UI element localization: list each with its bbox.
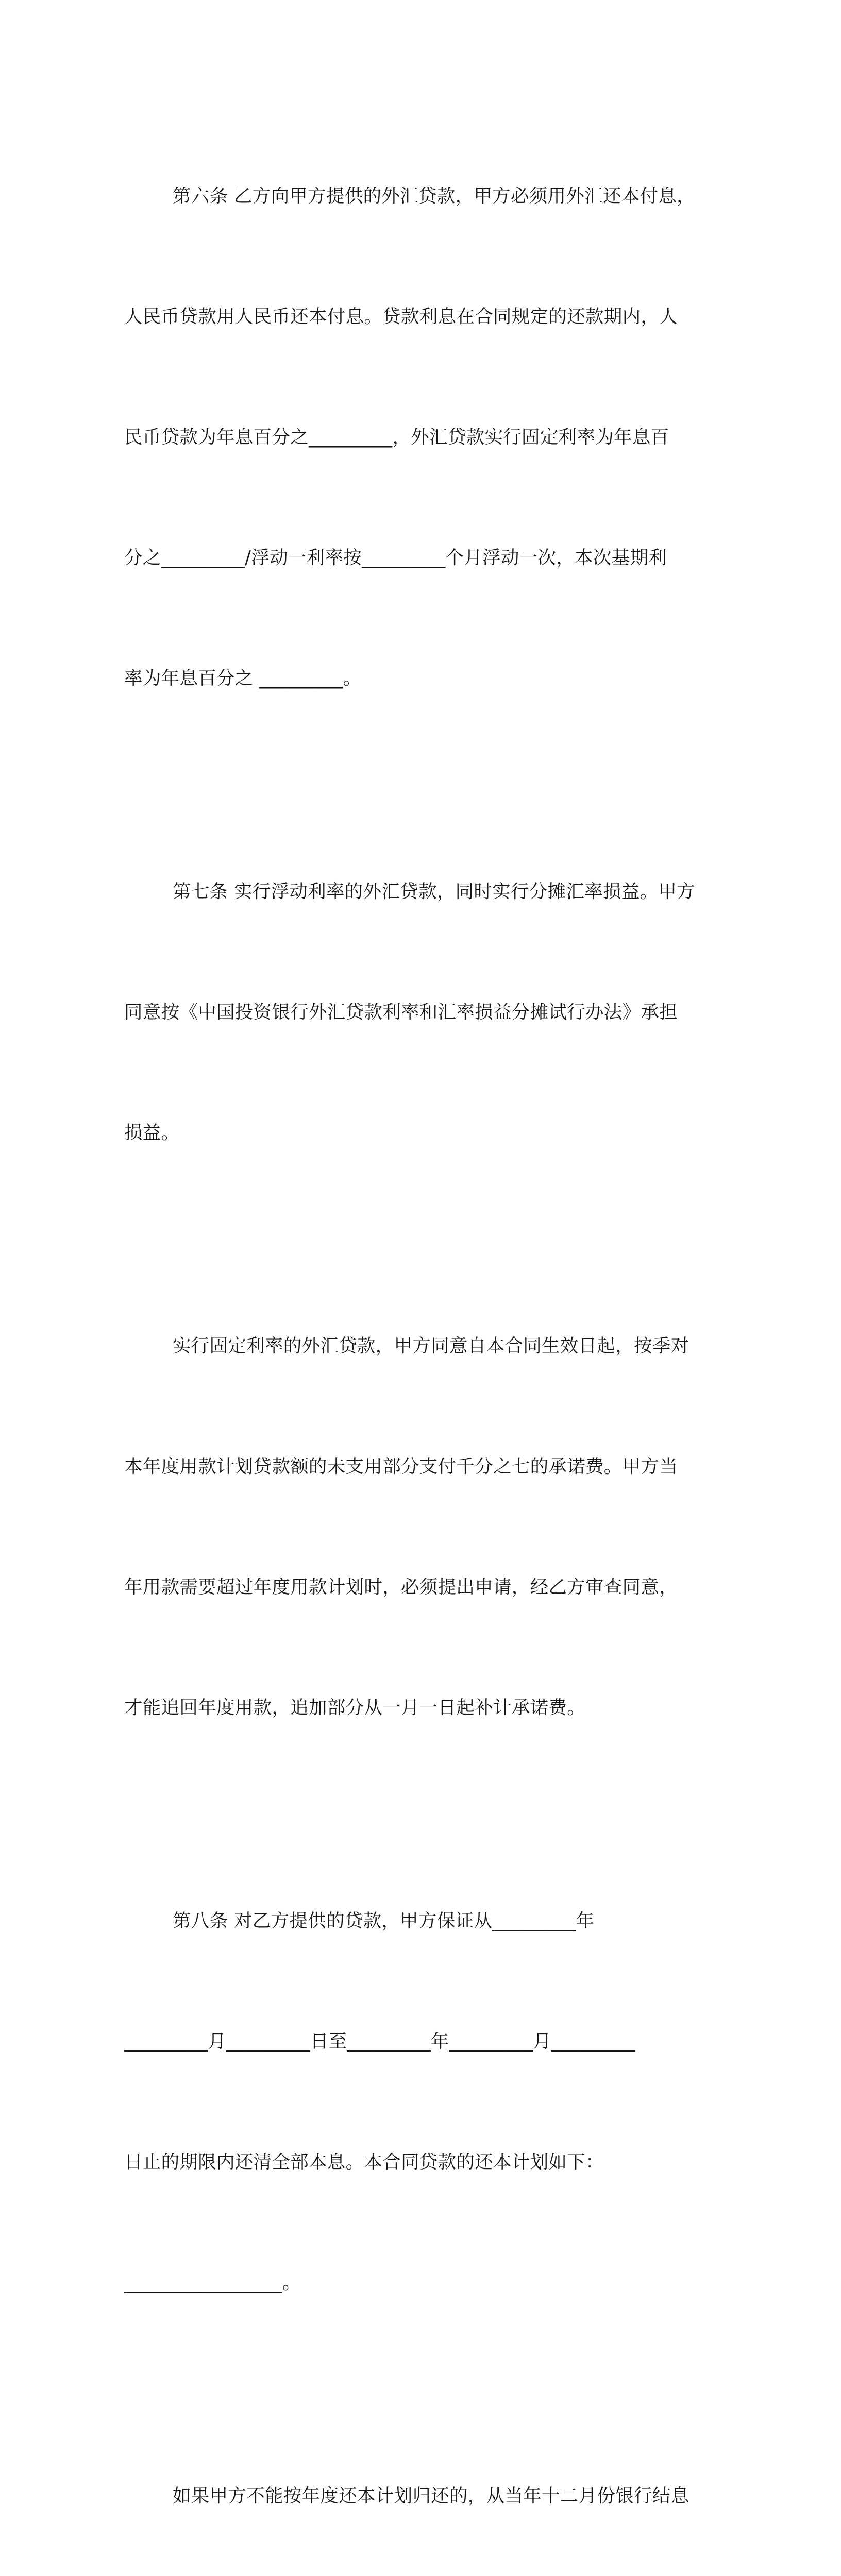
paragraph-article-7 [124,791,722,1233]
paragraph-fixed-rate-commitment [124,1246,722,1808]
text-line: 同意按《中国投资银行外汇贷款利率和汇率损益分摊试行办法》承担 [124,1002,678,1023]
text-line: 人民币贷款用人民币还本付息。贷款利息在合同规定的还款期内，人 [124,306,678,327]
text-line: 率为年息百分之 _________。 [124,668,362,689]
document-body [124,96,722,2576]
text-line: 民币贷款为年息百分之_________，外汇贷款实行固定利率为年息百 [124,427,669,448]
text-line: 损益。 [124,1122,180,1143]
text-line: 第六条 乙方向甲方提供的外汇贷款，甲方必须用外汇还本付息， [173,185,695,207]
text-line: _________月_________日至_________年_________月_________ [124,2031,635,2052]
paragraph-overdue-interest [124,2396,722,2576]
text-line: 分之_________/浮动一利率按_________个月浮动一次，本次基期利 [124,547,667,568]
text-line: 第七条 实行浮动利率的外汇贷款，同时实行分摊汇率损益。甲方 [173,881,695,902]
text-line: _________________。 [124,2272,301,2293]
text-line: 第八条 对乙方提供的贷款，甲方保证从_________年 [173,1910,595,1931]
text-line: 实行固定利率的外汇贷款，甲方同意自本合同生效日起，按季对 [173,1335,689,1357]
text-line: 日止的期限内还清全部本息。本合同贷款的还本计划如下： [124,2151,604,2173]
text-line: 年用款需要超过年度用款计划时，必须提出申请，经乙方审查同意， [124,1577,678,1598]
text-line: 本年度用款计划贷款额的未支用部分支付千分之七的承诺费。甲方当 [124,1456,678,1477]
paragraph-article-6 [124,96,722,779]
text-line: 才能追回年度用款，追加部分从一月一日起补计承诺费。 [124,1697,586,1718]
text-line: 如果甲方不能按年度还本计划归还的，从当年十二月份银行结息 [173,2485,689,2506]
paragraph-article-8 [124,1821,722,2383]
